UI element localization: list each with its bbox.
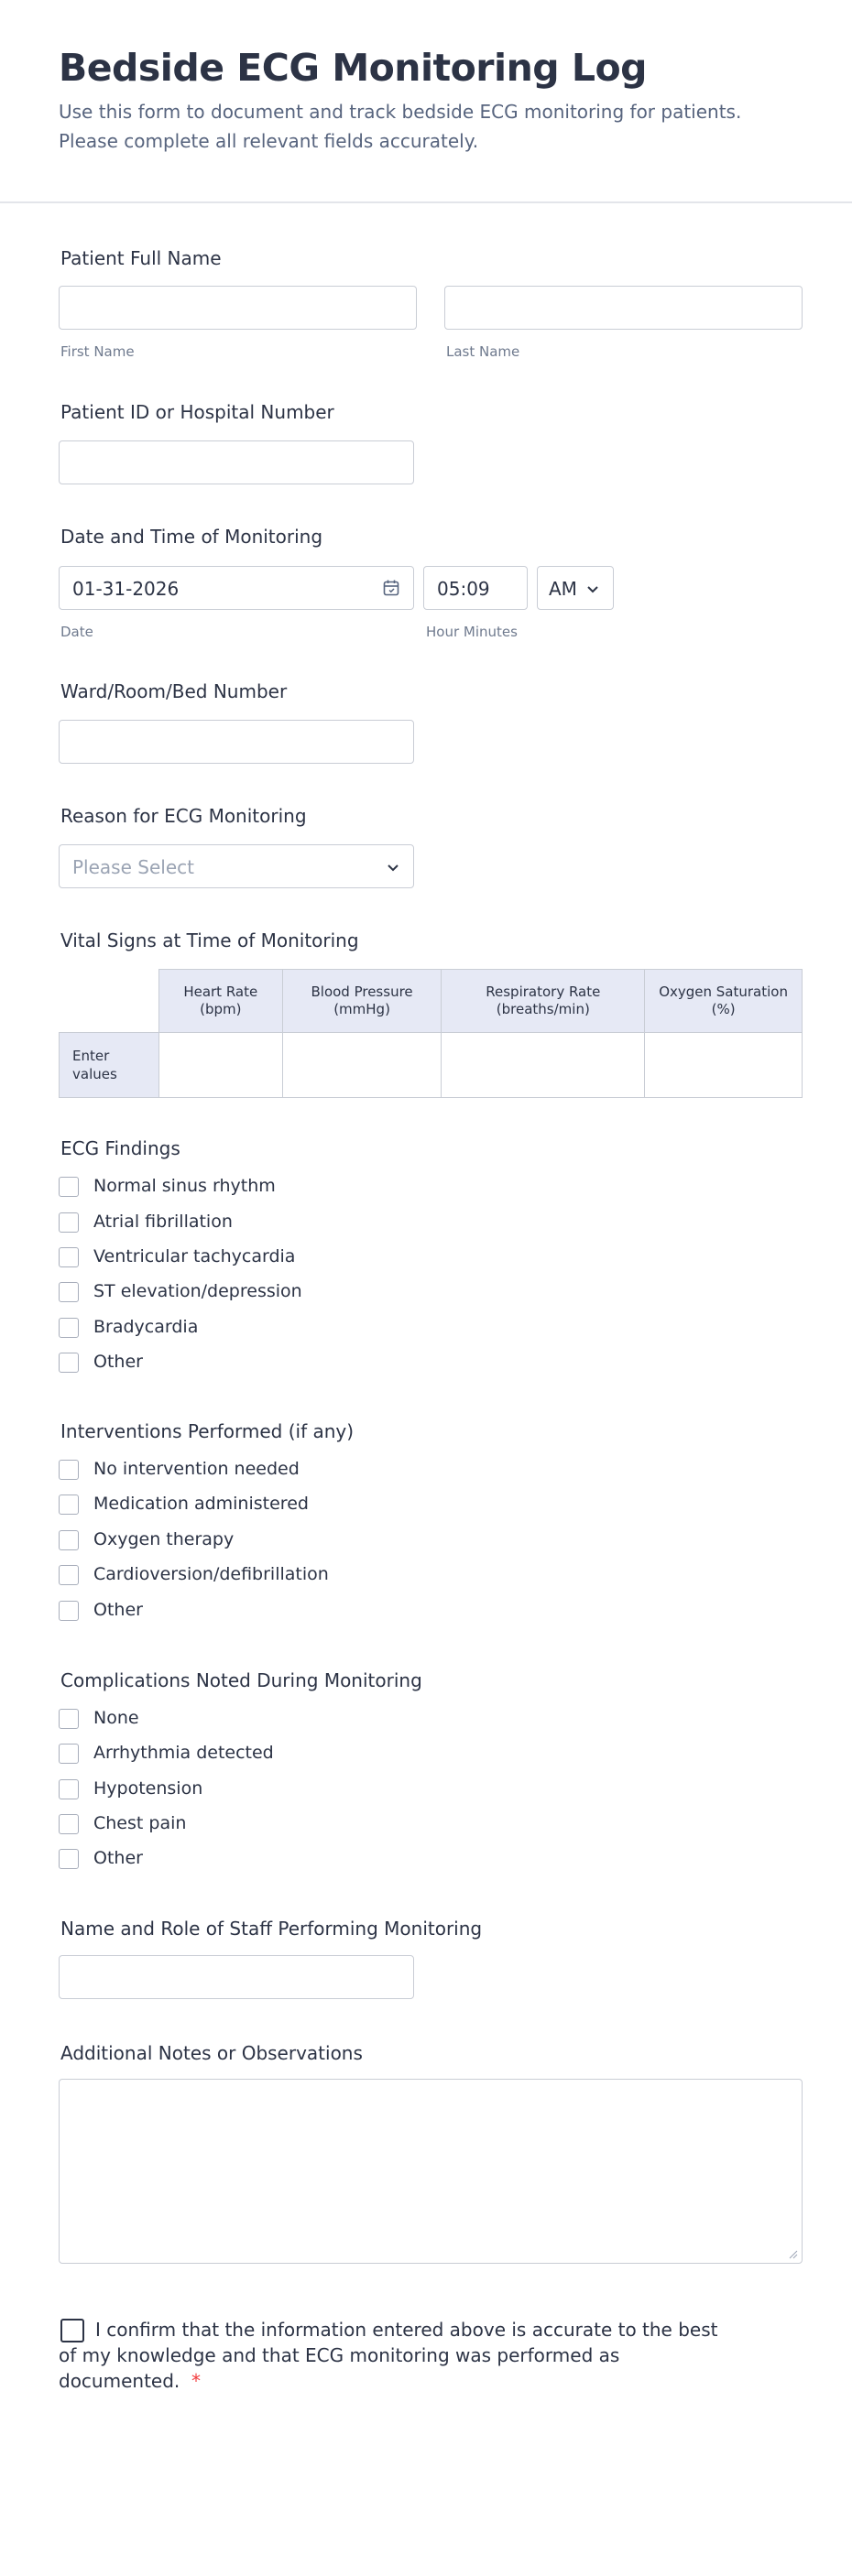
- vitals-col-blood-pressure: Blood Pressure (mmHg): [282, 970, 442, 1033]
- ampm-select[interactable]: AM: [537, 566, 614, 610]
- patient-name-label: Patient Full Name: [60, 247, 222, 269]
- interventions-label: Interventions Performed (if any): [60, 1420, 355, 1442]
- checkbox[interactable]: [59, 1495, 79, 1515]
- calendar-icon[interactable]: [382, 579, 400, 597]
- checkbox[interactable]: [59, 1212, 79, 1233]
- respiratory-rate-cell-input[interactable]: [442, 1033, 645, 1098]
- form-header: [0, 0, 852, 203]
- form-subtitle: Use this form to document and track bedside ECG monitoring for patients. Please complete all relevant fields accurately.: [59, 101, 742, 152]
- checkbox[interactable]: [59, 1530, 79, 1550]
- checkbox[interactable]: [59, 1177, 79, 1197]
- vitals-col-heart-rate: Heart Rate (bpm): [158, 970, 282, 1033]
- form-title: Bedside ECG Monitoring Log: [59, 46, 648, 90]
- checkbox[interactable]: [59, 1814, 79, 1834]
- checkbox[interactable]: [59, 1601, 79, 1621]
- heart-rate-cell-input[interactable]: [158, 1033, 282, 1098]
- patient-id-label: Patient ID or Hospital Number: [60, 401, 334, 423]
- checkbox[interactable]: [59, 1353, 79, 1373]
- chevron-down-icon: [384, 858, 402, 876]
- checkbox[interactable]: [59, 1744, 79, 1764]
- checkbox[interactable]: [59, 1849, 79, 1869]
- vitals-row-label: Enter values: [60, 1033, 159, 1098]
- complications-label: Complications Noted During Monitoring: [60, 1669, 422, 1691]
- time-sublabel: Hour Minutes: [426, 624, 518, 640]
- patient-id-input[interactable]: [59, 440, 414, 484]
- first-name-input[interactable]: [59, 286, 417, 330]
- staff-input[interactable]: [59, 1955, 414, 1999]
- resize-handle-icon[interactable]: [787, 2248, 798, 2259]
- ward-label: Ward/Room/Bed Number: [60, 680, 288, 702]
- first-name-sublabel: First Name: [60, 343, 135, 360]
- chevron-down-icon: [584, 580, 602, 598]
- ecg-findings-label: ECG Findings: [60, 1137, 180, 1159]
- staff-label: Name and Role of Staff Performing Monitoring: [60, 1918, 483, 1940]
- date-input[interactable]: 01-31-2026: [59, 566, 414, 610]
- vitals-corner: [60, 970, 159, 1033]
- checkbox[interactable]: [59, 1282, 79, 1302]
- vitals-col-oxygen-saturation: Oxygen Saturation (%): [645, 970, 803, 1033]
- checkbox[interactable]: [59, 1247, 79, 1267]
- confirm-text: I confirm that the information entered above is accurate to the best of my knowledge and that ECG monitoring was performed as documented.: [59, 2319, 718, 2392]
- datetime-label: Date and Time of Monitoring: [60, 526, 323, 548]
- checkbox[interactable]: [59, 1460, 79, 1480]
- last-name-input[interactable]: [444, 286, 803, 330]
- vitals-col-respiratory-rate: Respiratory Rate (breaths/min): [442, 970, 645, 1033]
- checkbox[interactable]: [59, 1318, 79, 1338]
- vitals-label: Vital Signs at Time of Monitoring: [60, 929, 359, 951]
- checkbox[interactable]: [59, 1709, 79, 1729]
- date-sublabel: Date: [60, 624, 93, 640]
- time-input[interactable]: 05:09: [423, 566, 528, 610]
- oxygen-saturation-cell-input[interactable]: [645, 1033, 803, 1098]
- blood-pressure-cell-input[interactable]: [282, 1033, 442, 1098]
- reason-select[interactable]: Please Select: [59, 844, 414, 888]
- notes-label: Additional Notes or Observations: [60, 2042, 363, 2064]
- checkbox[interactable]: [59, 1565, 79, 1585]
- required-mark: *: [191, 2370, 201, 2392]
- vitals-table: [59, 969, 803, 1098]
- confirm-label: [59, 2317, 718, 2394]
- last-name-sublabel: Last Name: [446, 343, 520, 360]
- notes-textarea[interactable]: [59, 2079, 803, 2264]
- reason-label: Reason for ECG Monitoring: [60, 805, 307, 827]
- ward-input[interactable]: [59, 720, 414, 764]
- checkbox[interactable]: [59, 1779, 79, 1799]
